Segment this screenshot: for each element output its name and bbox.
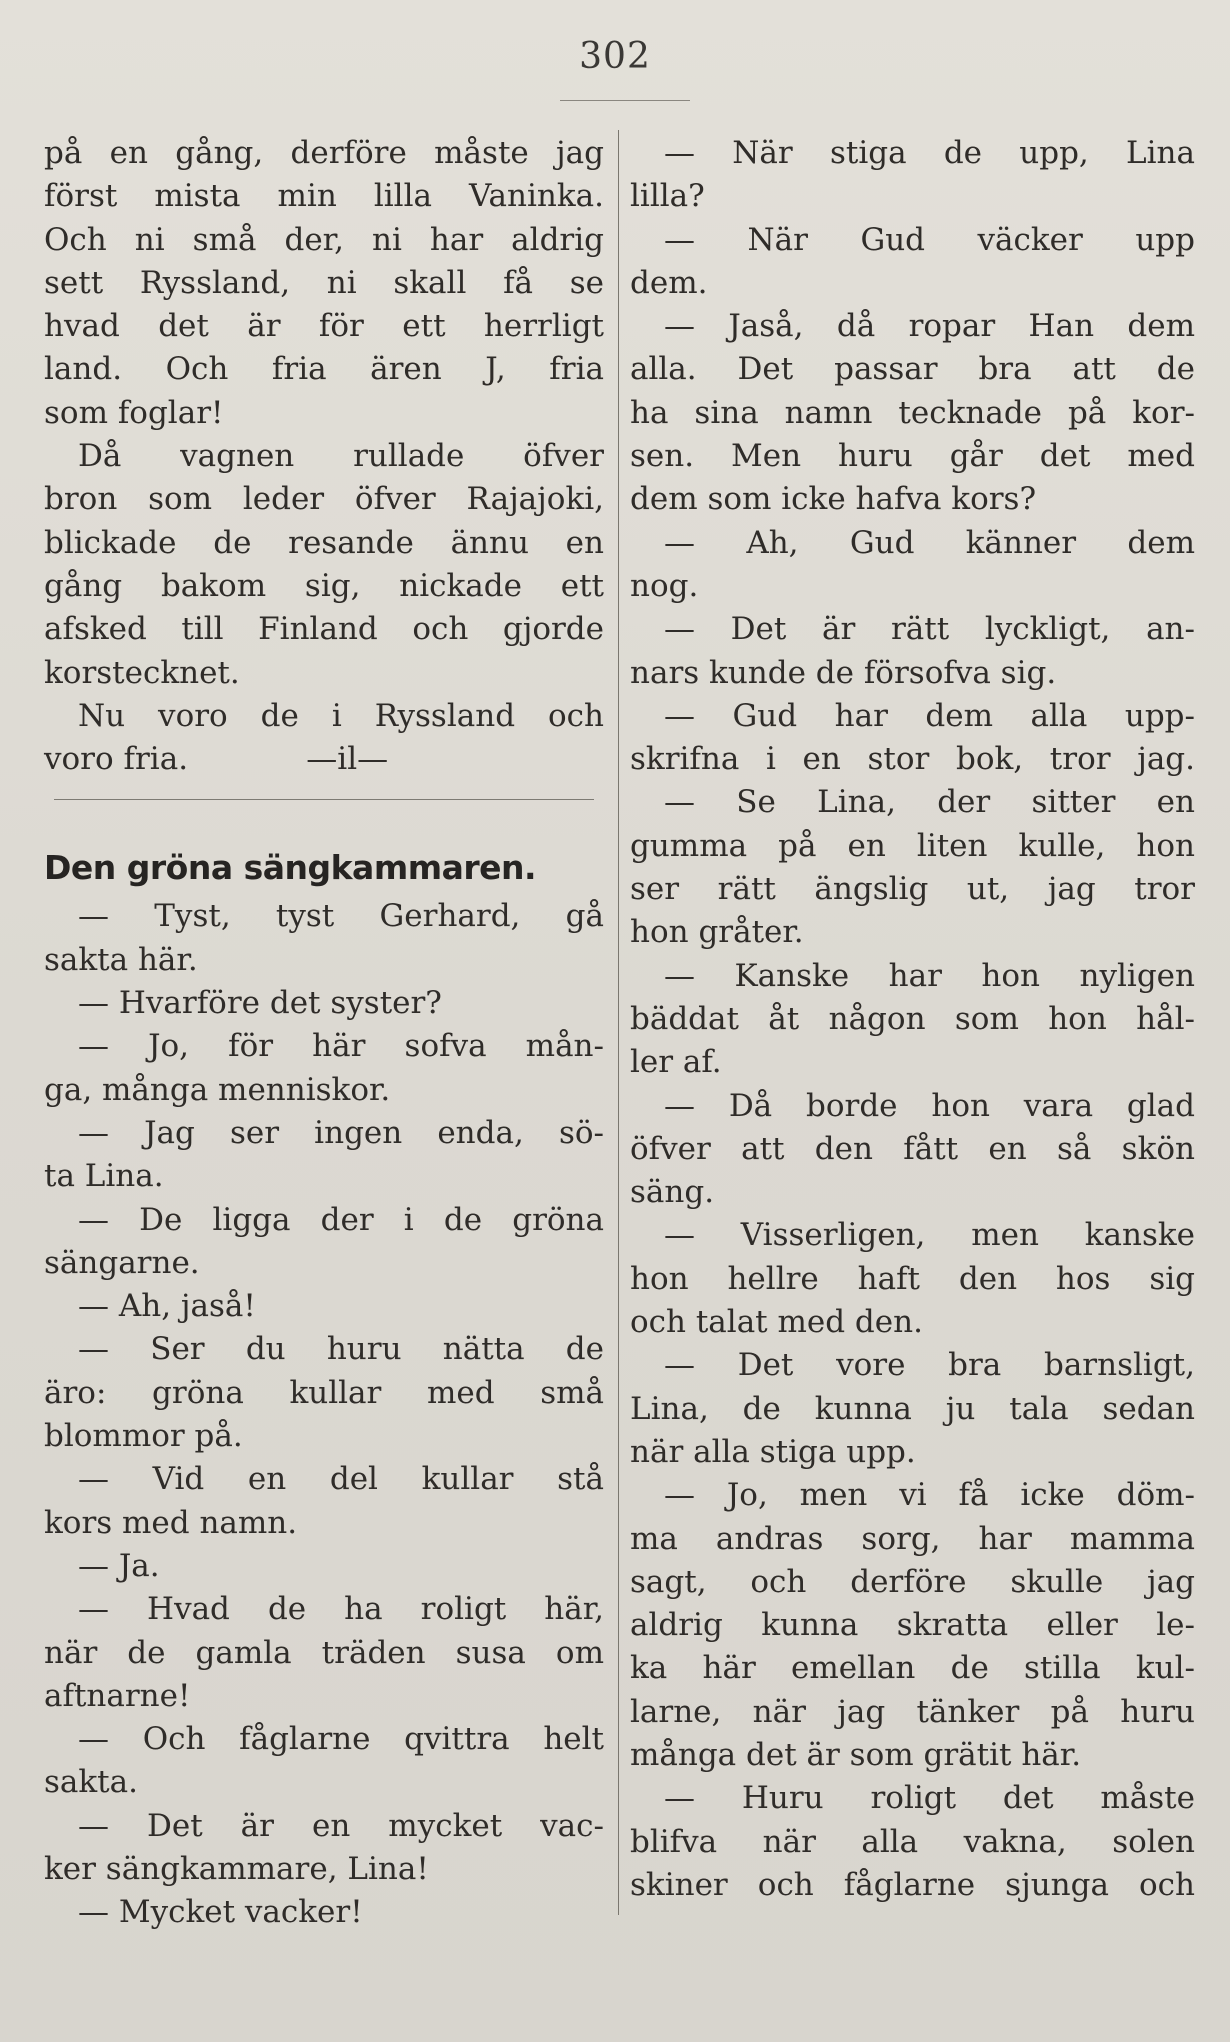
text-line: Och ni små der, ni har aldrig: [44, 221, 604, 258]
page-number: 302: [579, 36, 651, 77]
text-line: — När stiga de upp, Lina: [664, 135, 1195, 171]
text-line: — Jaså, då ropar Han dem: [664, 308, 1195, 345]
dialogue-left: [44, 895, 604, 1934]
text-line: på en gång, derföre måste jag: [44, 135, 604, 171]
text-line: — Jo, men vi få icke döm-: [664, 1477, 1195, 1514]
text-line: — Tyst, tyst Gerhard, gå: [78, 898, 604, 935]
text-line: bäddat åt någon som hon hål-: [630, 1000, 1195, 1037]
text-line: blommor på.: [44, 1418, 243, 1455]
article-title: Den gröna sängkammaren.: [44, 848, 537, 888]
text-line: gång bakom sig, nickade ett: [44, 567, 604, 604]
text-line: nog.: [630, 567, 699, 604]
text-line: när de gamla träden susa om: [44, 1634, 604, 1671]
text-line: — Ja.: [78, 1547, 160, 1584]
text-line: nars kunde de försofva sig.: [630, 654, 1057, 691]
text-line: hvad det är för ett herrligt: [44, 308, 604, 345]
text-line: aftnarne!: [44, 1677, 191, 1714]
text-line: först mista min lilla Vaninka.: [44, 178, 604, 215]
text-line: — Det är rätt lyckligt, an-: [664, 611, 1195, 648]
text-line: gumma på en liten kulle, hon: [630, 827, 1195, 864]
text-line: — Det vore bra barnsligt,: [664, 1347, 1195, 1384]
text-line: — Jag ser ingen enda, sö-: [78, 1114, 604, 1151]
text-line: sakta här.: [44, 941, 198, 978]
left-column: [44, 132, 604, 1935]
text-line: — De ligga der i de gröna: [78, 1201, 604, 1238]
text-line: — Jo, för här sofva mån-: [78, 1028, 604, 1065]
text-line: ma andras sorg, har mamma: [630, 1520, 1195, 1557]
text-line: — Gud har dem alla upp-: [664, 697, 1195, 734]
text-line: Lina, de kunna ju tala sedan: [630, 1390, 1195, 1427]
text-line: ka här emellan de stilla kul-: [630, 1650, 1195, 1687]
text-line: sett Ryssland, ni skall få se: [44, 264, 604, 301]
text-line: ler af.: [630, 1044, 722, 1081]
text-line: — Mycket vacker!: [78, 1894, 363, 1931]
signature-line: voro fria. —il—: [44, 741, 389, 778]
text-line: öfver att den fått en så skön: [630, 1130, 1195, 1167]
text-line: kors med namn.: [44, 1504, 298, 1541]
text-line: Nu voro de i Ryssland och: [78, 697, 604, 734]
text-line: — Visserligen, men kanske: [664, 1217, 1195, 1254]
text-line: ser rätt ängslig ut, jag tror: [630, 871, 1195, 908]
text-line: — När Gud väcker upp: [664, 221, 1195, 258]
text-line: äro: gröna kullar med små: [44, 1374, 604, 1411]
text-line: blickade de resande ännu en: [44, 524, 604, 561]
text-line: — Huru roligt det måste: [664, 1780, 1195, 1817]
text-line: hon hellre haft den hos sig: [630, 1260, 1195, 1297]
text-line: när alla stiga upp.: [630, 1433, 916, 1470]
text-line: säng.: [630, 1174, 715, 1211]
text-line: korstecknet.: [44, 654, 240, 691]
section-separator: [44, 789, 604, 811]
story-ending: [44, 132, 604, 781]
text-line: hon gråter.: [630, 914, 804, 951]
text-line: många det är som grätit här.: [630, 1736, 1082, 1773]
text-line: — Ser du huru nätta de: [78, 1331, 604, 1368]
text-line: — Och fåglarne qvittra helt: [78, 1721, 604, 1758]
text-line: bron som leder öfver Rajajoki,: [44, 481, 604, 518]
text-line: ker sängkammare, Lina!: [44, 1850, 429, 1887]
text-line: och talat med den.: [630, 1304, 923, 1341]
text-line: Då vagnen rullade öfver: [78, 438, 604, 475]
text-line: — Ah, Gud känner dem: [664, 524, 1195, 561]
text-line: — Hvarföre det syster?: [78, 985, 442, 1022]
text-line: ha sina namn tecknade på kor-: [630, 394, 1195, 431]
text-line: ga, många menniskor.: [44, 1071, 391, 1108]
text-line: sagt, och derföre skulle jag: [630, 1563, 1195, 1600]
text-line: dem som icke hafva kors?: [630, 481, 1037, 518]
text-line: — Då borde hon vara glad: [664, 1087, 1195, 1124]
text-line: afsked till Finland och gjorde: [44, 611, 604, 648]
header-rule: [560, 100, 690, 101]
text-line: — Det är en mycket vac-: [78, 1807, 604, 1844]
text-line: sen. Men huru går det med: [630, 438, 1195, 475]
text-line: sängarne.: [44, 1244, 200, 1281]
text-line: aldrig kunna skratta eller le-: [630, 1607, 1195, 1644]
text-line: — Hvad de ha roligt här,: [78, 1591, 604, 1628]
text-line: — Ah, jaså!: [78, 1288, 256, 1325]
text-line: — Se Lina, der sitter en: [664, 784, 1195, 821]
right-column: [630, 132, 1195, 1907]
text-line: — Vid en del kullar stå: [78, 1461, 604, 1498]
text-line: blifva när alla vakna, solen: [630, 1823, 1195, 1860]
text-line: skiner och fåglarne sjunga och: [630, 1866, 1195, 1903]
text-line: land. Och fria ären J, fria: [44, 351, 604, 388]
text-line: skrifna i en stor bok, tror jag.: [630, 741, 1195, 778]
column-divider: [618, 130, 619, 1915]
text-line: som foglar!: [44, 394, 224, 431]
text-line: — Kanske har hon nyligen: [664, 957, 1195, 994]
text-line: alla. Det passar bra att de: [630, 351, 1195, 388]
text-line: dem.: [630, 264, 708, 301]
text-line: ta Lina.: [44, 1158, 164, 1195]
text-line: larne, när jag tänker på huru: [630, 1693, 1195, 1730]
text-line: sakta.: [44, 1764, 138, 1801]
text-line: lilla?: [630, 178, 705, 215]
